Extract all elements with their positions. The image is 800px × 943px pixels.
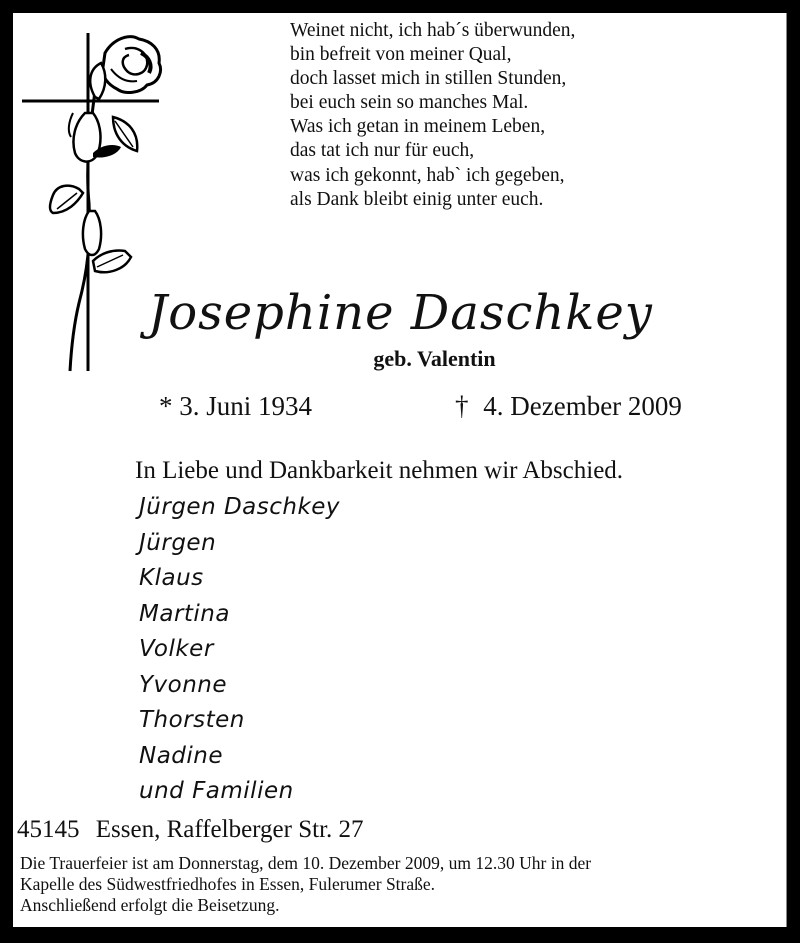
mourner-name: und Familien — [139, 778, 294, 804]
deceased-name: Josephine Daschkey — [148, 285, 653, 341]
mourner-name: Volker — [139, 636, 214, 662]
service-line: Kapelle des Südwestfriedhofes in Essen, Fulerumer Straße. — [20, 874, 436, 894]
mourner-name: Nadine — [139, 742, 224, 769]
mourners-list — [139, 490, 340, 810]
postal-code: 45145 — [17, 816, 80, 843]
birth-star-icon: * — [159, 391, 173, 421]
maiden-name: geb. Valentin — [373, 346, 496, 371]
farewell-text: In Liebe und Dankbarkeit nehmen wir Abschied. — [135, 457, 624, 484]
obituary-notice — [13, 13, 787, 927]
poem-line: bei euch sein so manches Mal. — [290, 92, 529, 114]
birth-date-text: 3. Juni 1934 — [179, 391, 313, 421]
death-date-text: 4. Dezember 2009 — [483, 391, 682, 421]
mourner-name: Jürgen — [139, 529, 217, 556]
service-line: Anschließend erfolgt die Beisetzung. — [20, 895, 280, 915]
mourner-name: Thorsten — [139, 707, 245, 733]
poem-line: Was ich getan in meinem Leben, — [290, 116, 546, 138]
mourner-name: Jürgen Daschkey — [139, 494, 341, 520]
death-date — [455, 391, 682, 422]
poem-line: doch lasset mich in stillen Stunden, — [290, 68, 567, 90]
family-address — [17, 816, 364, 844]
funeral-service-info — [20, 853, 591, 916]
street-address: Essen, Raffelberger Str. 27 — [95, 816, 364, 843]
poem — [290, 19, 575, 212]
poem-line: Weinet nicht, ich hab´s überwunden, — [290, 20, 576, 41]
poem-line: als Dank bleibt einig unter euch. — [290, 188, 544, 210]
mourner-name: Martina — [139, 600, 230, 627]
mourner-name: Klaus — [139, 565, 204, 591]
poem-line: was ich gekonnt, hab` ich gegeben, — [290, 164, 565, 186]
poem-line: das tat ich nur für euch, — [290, 140, 475, 162]
dagger-cross-icon: † — [455, 391, 469, 421]
poem-line: bin befreit von meiner Qual, — [290, 44, 512, 66]
birth-date — [159, 391, 312, 422]
mourner-name: Yvonne — [139, 671, 228, 698]
service-line: Die Trauerfeier ist am Donnerstag, dem 10. Dezember 2009, um 12.30 Uhr in der — [20, 853, 592, 873]
